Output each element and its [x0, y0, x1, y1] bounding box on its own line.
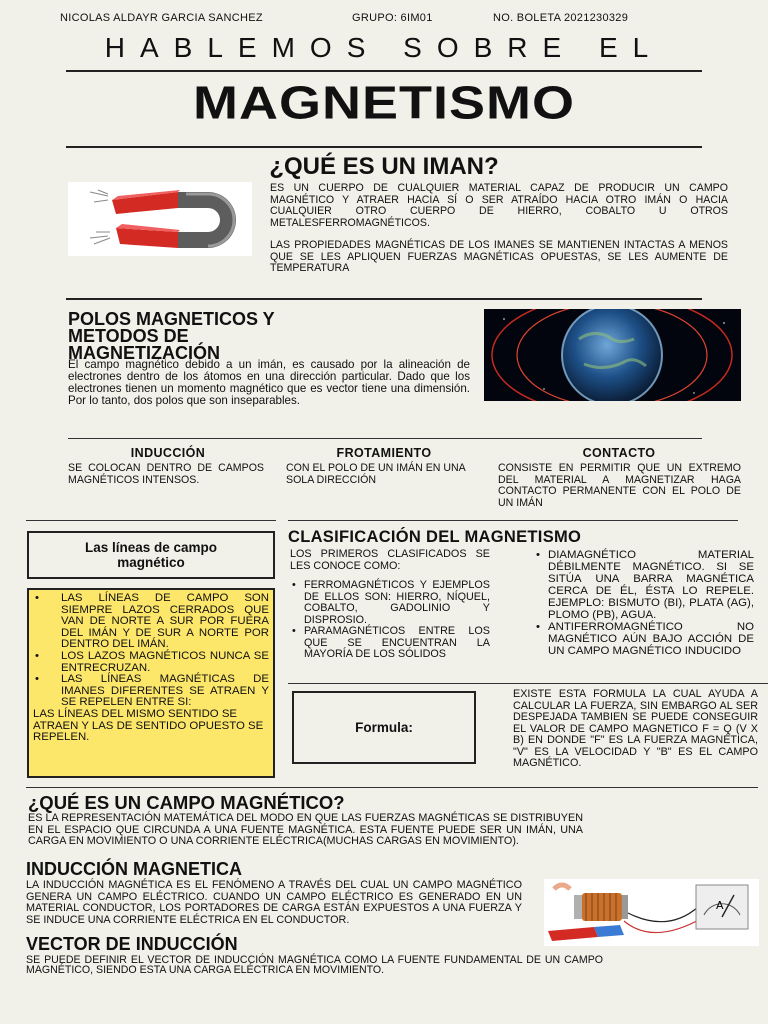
clasificacion-left-item: • PARAMAGNÉTICOS ENTRE LOS QUE SE ENCUENTRAN LA MAYORÍA DE LOS SÓLIDOS [290, 626, 490, 661]
lineas-item: • LOS LAZOS MAGNÉTICOS NUNCA SE ENTRECRUZAN. [33, 651, 269, 674]
clasificacion-right-list [534, 549, 754, 657]
induccion-text: LA INDUCCIÓN MAGNÉTICA ES EL FENÓMENO A TRAVÉS DEL CUAL UN CAMPO MAGNÉTICO GENERA UN CAMPO ELÉCTRICO. CUANDO UN CAMPO ELÉCTRICO ES GENERADO EN UN MATERIAL CONDUCTOR, LOS PORTADORES DE CARGA ESTÁN EXPUESTOS A UNA FUERZA Y SE INDUCE UNA CORRIENTE ELÉCTRICA EN EL CONDUCTOR. [26, 879, 522, 926]
lineas-title: Las líneas de campo magnético [84, 540, 218, 570]
vector-heading: VECTOR DE INDUCCIÓN [26, 934, 238, 954]
formula-text: EXISTE ESTA FORMULA LA CUAL AYUDA A CALCULAR LA FUERZA, SIN EMBARGO AL SER DESPEJADA TAMBIEN SE PUEDE CONSEGUIR EL VALOR DE CAMPO MAGNETICO F = Q (V X B) EN DONDE "F" ES LA FUERZA MAGNÉTICA, "V" ES LA VELOCIDAD Y "B" ES EL CAMPO MAGNÉTICO. [513, 688, 758, 769]
section-rule-4 [288, 683, 768, 684]
section-rule-5 [26, 787, 758, 788]
polos-text: El campo magnético debido a un imán, es causado por la alineación de electrones dentro de los átomos en una dirección particular. Dado que los electrones tienen un momento magnético que es vector tiene una dimensión. Por lo tanto, dos polos que son inseparables. [68, 358, 470, 407]
clasificacion-left-list [290, 580, 490, 661]
title-rule-bottom [66, 146, 702, 148]
title-line2: MAGNETISMO [193, 77, 575, 129]
title-line1: HABLEMOS SOBRE EL [104, 32, 664, 63]
polos-heading [68, 311, 428, 362]
lineas-list [33, 593, 269, 709]
induccion-heading: INDUCCIÓN MAGNETICA [26, 859, 242, 879]
title-rule-top [66, 70, 702, 72]
polos-heading-line1: POLOS MAGNETICOS Y [68, 309, 275, 329]
section-rule-3b [288, 520, 738, 521]
formula-label: Formula: [355, 720, 413, 735]
polos-heading-line2: METODOS DE [68, 326, 189, 346]
metodo-induccion-title: INDUCCIÓN [130, 446, 206, 460]
induction-coil-icon [544, 879, 759, 946]
group-label: GRUPO: 6IM01 [352, 12, 433, 24]
earth-field-icon [484, 309, 741, 401]
lineas-title-box [27, 531, 275, 579]
section-rule-2 [68, 438, 702, 439]
lineas-tail: LAS LÍNEAS DEL MISMO SENTIDO SE ATRAEN Y LAS DE SENTIDO OPUESTO SE REPELEN. [33, 707, 264, 744]
author-name: NICOLAS ALDAYR GARCIA SANCHEZ [60, 12, 263, 24]
formula-box [292, 691, 476, 764]
polos-heading-line3: MAGNETIZACIÓN [68, 343, 220, 363]
clasificacion-heading: CLASIFICACIÓN DEL MAGNETISMO [288, 528, 582, 546]
lineas-item: • LAS LÍNEAS MAGNÉTICAS DE IMANES DIFERENTES SE ATRAEN Y SE REPELEN ENTRE SI: [33, 674, 269, 709]
clasificacion-intro: LOS PRIMEROS CLASIFICADOS SE LES CONOCE COMO: [290, 548, 490, 572]
campo-text: ES LA REPRESENTACIÓN MATEMÁTICA DEL MODO EN QUE LAS FUERZAS MAGNÉTICAS SE DISTRIBUYEN EN EL ESPACIO QUE CIRCUNDA A UNA FUENTE MAGNÉTICA. ESTA FUENTE PUEDE SER UN IMÁN, UNA CARGA EN MOVIMIENTO O UNA CORRIENTE ELÉCTRICA(MUCHAS CARGAS EN MOVIMIENTO). [28, 812, 583, 847]
iman-paragraph-2: LAS PROPIEDADES MAGNÉTICAS DE LOS IMANES SE MANTIENEN INTACTAS A MENOS QUE SE LES APLIQUEN FUERZAS MAGNÉTICAS OPUESTAS, SE LES AUMENTE DE TEMPERATURA [270, 239, 728, 275]
campo-heading: ¿QUÉ ES UN CAMPO MAGNÉTICO? [28, 792, 345, 813]
boleta-label: NO. BOLETA 2021230329 [493, 12, 629, 24]
metodo-contacto-title: CONTACTO [582, 446, 656, 460]
clasificacion-right-item: • DIAMAGNÉTICO MATERIAL DÉBILMENTE MAGNÉTICO. SI SE SITÚA UNA BARRA MAGNÉTICA CERCA DE ÉL, ÉSTA LO REPELE. EJEMPLO: BISMUTO (BI), PLATA (AG), PLOMO (PB), AGUA. [534, 549, 754, 621]
section-rule-1 [66, 298, 702, 300]
section-rule-3a [26, 520, 276, 521]
clasificacion-right-item: • ANTIFERROMAGNÉTICO NO MAGNÉTICO AÚN BAJO ACCIÓN DE UN CAMPO MAGNÉTICO INDUCIDO [534, 621, 754, 657]
clasificacion-left-item: • FERROMAGNÉTICOS Y EJEMPLOS DE ELLOS SON: HIERRO, NÍQUEL, COBALTO, GADOLINIO Y DISPROSIO. [290, 580, 490, 626]
metodo-contacto-text: CONSISTE EN PERMITIR QUE UN EXTREMO DEL MATERIAL A MAGNETIZAR HAGA CONTACTO PERMANENTE CON EL POLO DE UN IMÁN [498, 462, 741, 509]
que-es-iman-heading: ¿QUÉ ES UN IMAN? [269, 153, 499, 180]
lineas-yellow-box [27, 588, 275, 778]
meter-label: A [716, 899, 724, 912]
metodo-induccion-text: SE COLOCAN DENTRO DE CAMPOS MAGNÉTICOS INTENSOS. [68, 462, 264, 486]
metodo-frotamiento-title: FROTAMIENTO [336, 446, 432, 460]
vector-text: SE PUEDE DEFINIR EL VECTOR DE INDUCCIÓN MAGNÉTICA COMO LA FUENTE FUNDAMENTAL DE UN CAMPO MAGNÉTICO, SIENDO ESTA UNA CARGA ELÉCTRICA EN MOVIMIENTO. [26, 954, 603, 976]
metodo-frotamiento-text: CON EL POLO DE UN IMÁN EN UNA SOLA DIRECCIÓN [286, 462, 466, 486]
lineas-item: • LAS LÍNEAS DE CAMPO SON SIEMPRE LAZOS CERRADOS QUE VAN DE NORTE A SUR POR FUERA DEL IMÁN Y DE SUR A NORTE POR DENTRO DEL IMÁN. [33, 593, 269, 651]
horseshoe-magnet-icon [68, 182, 252, 256]
iman-paragraph-1: ES UN CUERPO DE CUALQUIER MATERIAL CAPAZ DE PRODUCIR UN CAMPO MAGNÉTICO Y ATRAER HACIA SÍ O SER ATRAÍDO HACIA OTRO IMÁN O HACIA CUALQUIER OTRO CUERPO DE HIERRO, COBALTO U OTROS METALESFERROMAGNÉTICOS. [270, 182, 728, 229]
